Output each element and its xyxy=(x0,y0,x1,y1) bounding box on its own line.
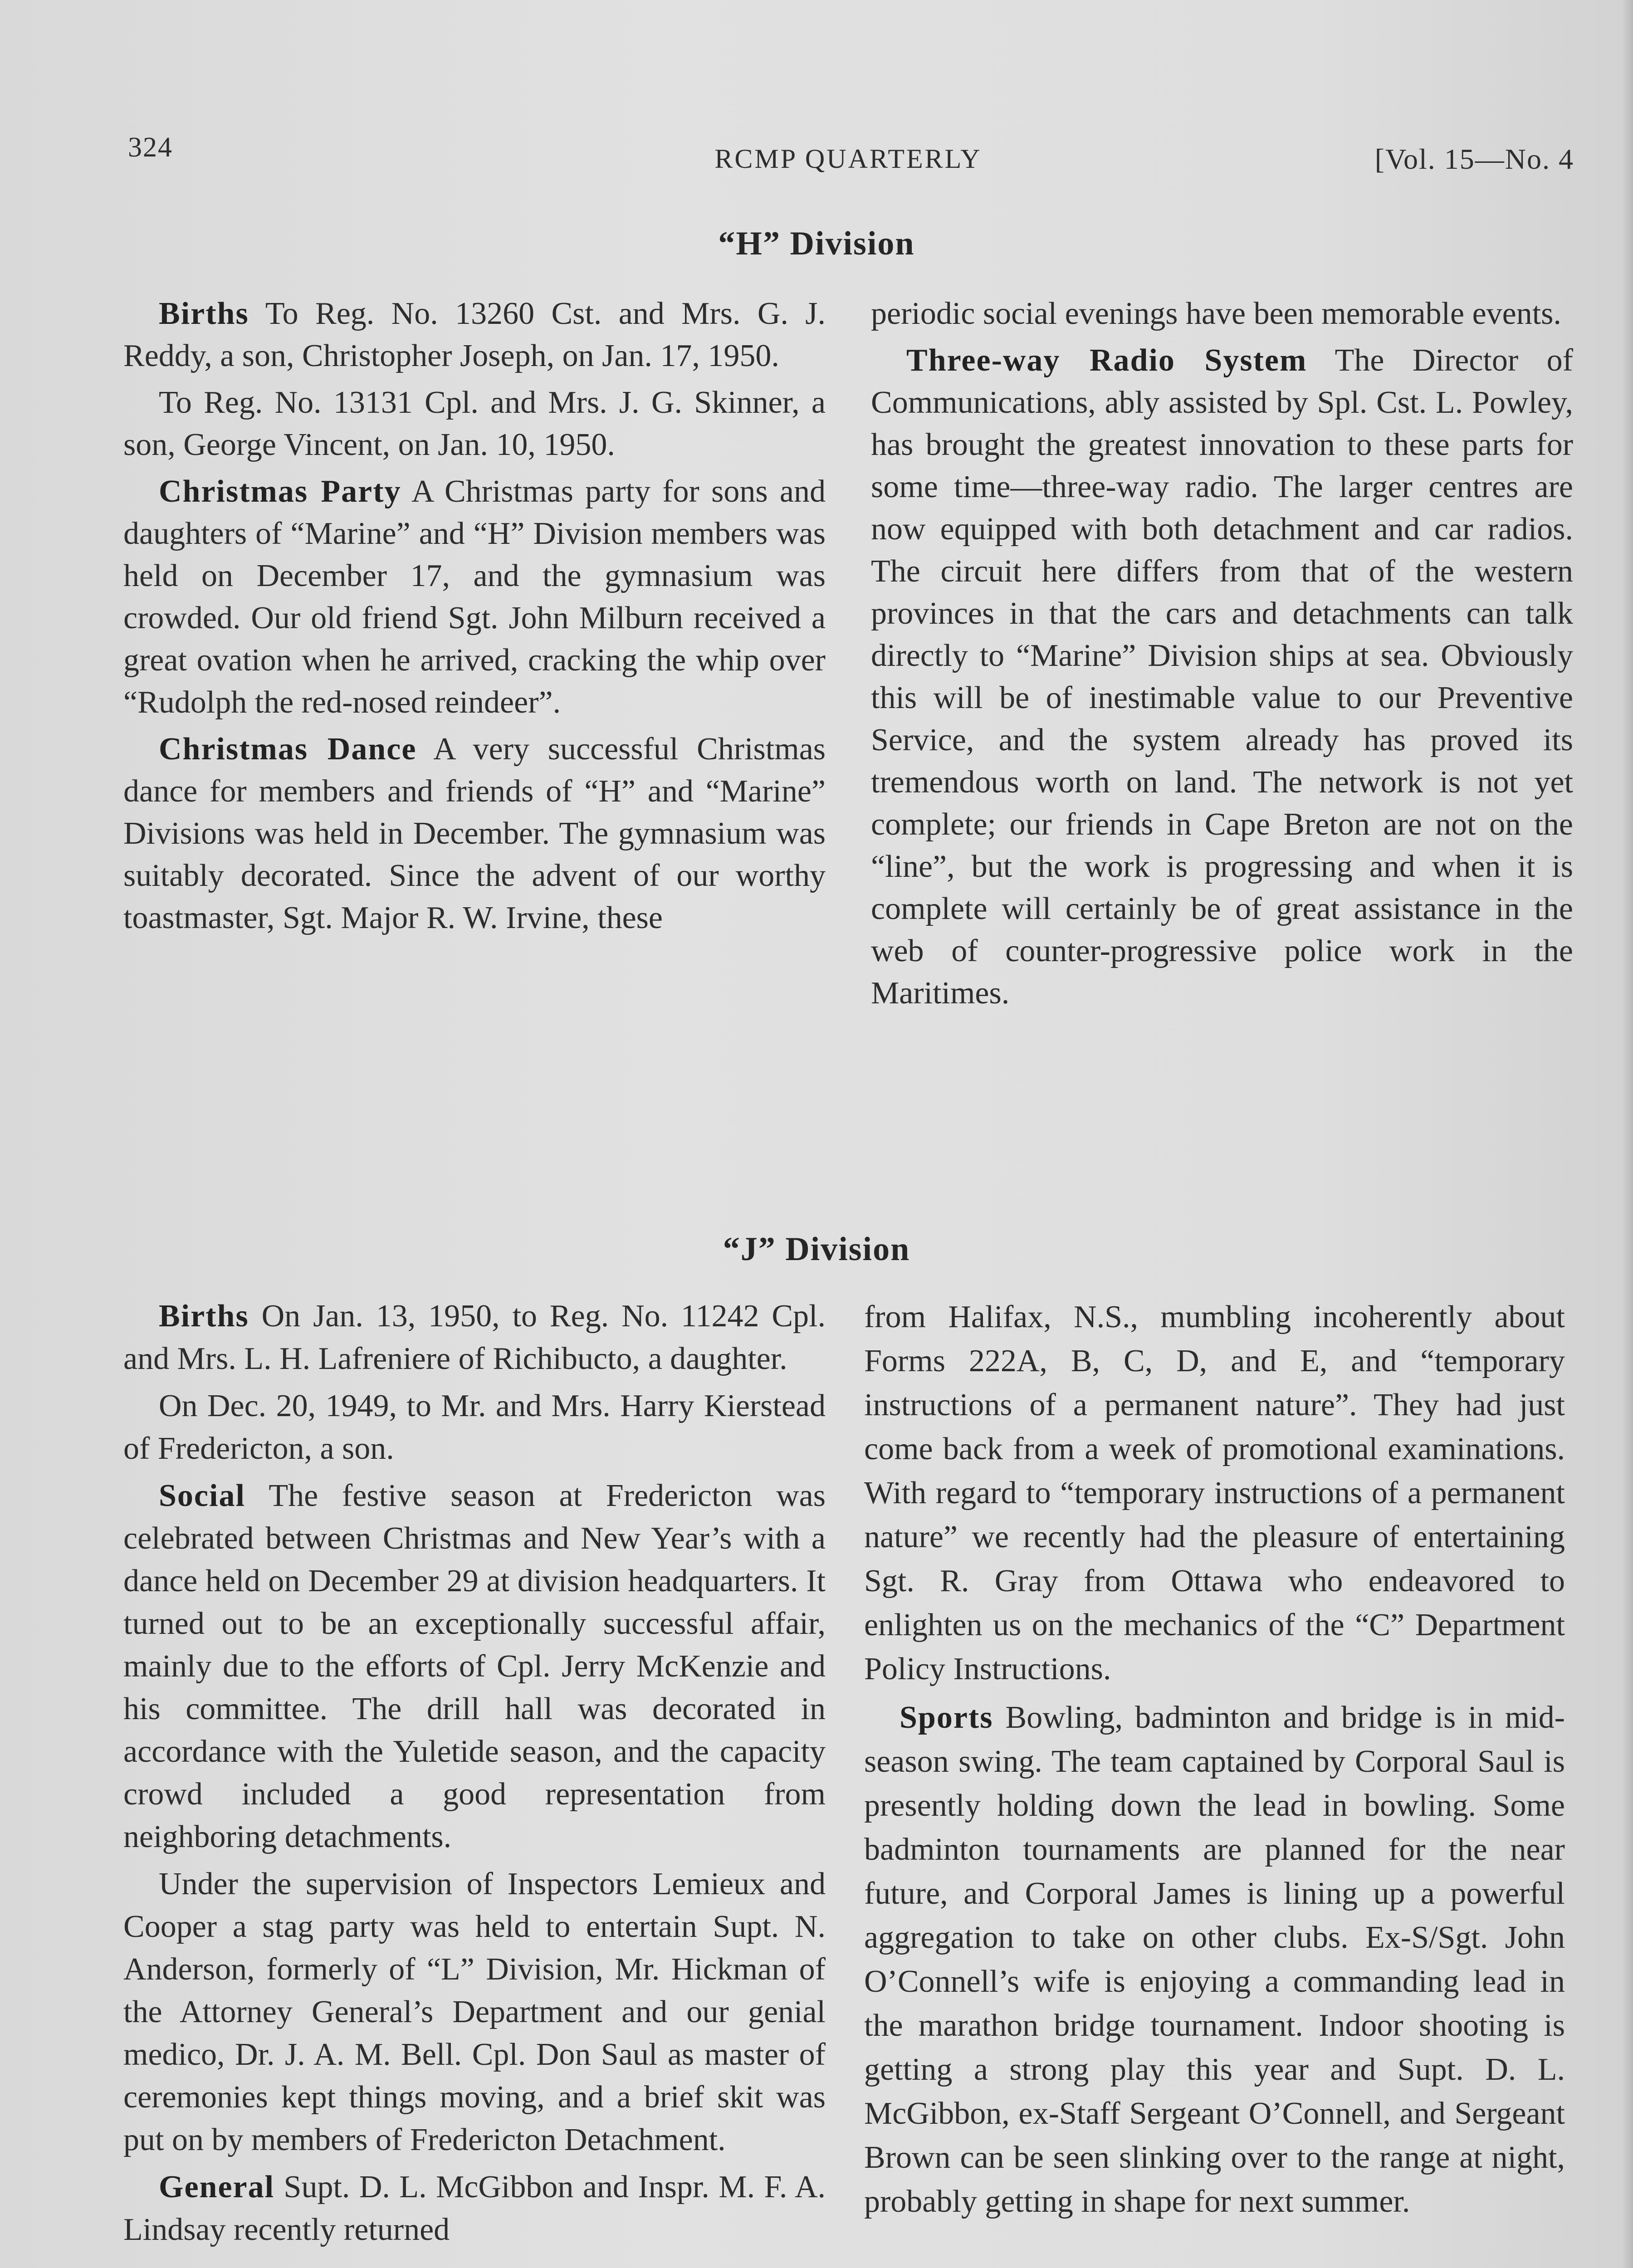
paragraph-text: The festive season at Fredericton was celebrated between Christmas and New Year’s with a dance held on December 29 at division headquarters. It turned out to be an exceptionally successful affair, mainly due to the efforts of Cpl. Jerry McKenzie and his committee. The drill hall was decorated in accordance with the Yuletide season, and the capacity crowd included a good representation from neighboring detachments. xyxy=(123,1478,826,1854)
page-edge xyxy=(1623,0,1633,2268)
h-division-left-column xyxy=(123,293,826,943)
j-social-paragraph xyxy=(123,1475,826,1858)
paragraph-text: On Jan. 13, 1950, to Reg. No. 11242 Cpl. and Mrs. L. H. Lafreniere of Richibucto, a daughter. xyxy=(123,1299,826,1376)
paragraph-text: To Reg. No. 13260 Cst. and Mrs. G. J. Reddy, a son, Christopher Joseph, on Jan. 17, 1950. xyxy=(123,296,826,373)
journal-title: RCMP QUARTERLY xyxy=(714,144,982,174)
j-continued-paragraph xyxy=(864,1295,1565,1691)
h-division-heading: “H” Division xyxy=(718,225,915,262)
h-division-right-column xyxy=(871,293,1573,1019)
j-general-paragraph xyxy=(123,2166,826,2251)
paragraph-text: periodic social evenings have been memorable events. xyxy=(871,296,1561,331)
j-division-heading: “J” Division xyxy=(723,1231,910,1268)
j-sports-paragraph xyxy=(864,1696,1565,2224)
paragraph-text: Bowling, badminton and bridge is in mid-season swing. The team captained by Corporal Saul is presently holding down the lead in bowling. Some badminton tournaments are planned for the near future, and Corporal James is lining up a powerful aggregation to take on other clubs. Ex-S/Sgt. John O’Connell’s wife is enjoying a commanding lead in the marathon bridge tournament. Indoor shooting is getting a strong play this year and Supt. D. L. McGibbon, ex-Staff Sergeant O’Connell, and Sergeant Brown can be seen slinking over to the range at night, probably getting in shape for next summer. xyxy=(864,1700,1565,2219)
h-radio-system-paragraph xyxy=(871,339,1573,1014)
paragraph-lead: Births xyxy=(159,1299,249,1334)
h-continued-paragraph xyxy=(871,293,1573,335)
paragraph-lead: Christmas Dance xyxy=(159,732,417,767)
paragraph-text: To Reg. No. 13131 Cpl. and Mrs. J. G. Skinner, a son, George Vincent, on Jan. 10, 1950. xyxy=(123,385,826,462)
paragraph-text: A Christmas party for sons and daughters of “Marine” and “H” Division members was held on December 17, and the gymnasium was crowded. Our old friend Sgt. John Milburn received a great ovation when he arrived, cracking the whip over “Rudolph the red-nosed reindeer”. xyxy=(123,474,826,720)
paragraph-lead: Christmas Party xyxy=(159,474,401,509)
paragraph-text: Under the supervision of Inspectors Lemieux and Cooper a stag party was held to entertain Supt. N. Anderson, formerly of “L” Division, Mr. Hickman of the Attorney General’s Department and our genial medico, Dr. J. A. M. Bell. Cpl. Don Saul as master of ceremonies kept things moving, and a brief skit was put on by members of Fredericton Detachment. xyxy=(123,1867,826,2157)
j-births-paragraph-2 xyxy=(123,1385,826,1470)
paragraph-lead: General xyxy=(159,2170,275,2204)
paragraph-lead: Sports xyxy=(900,1700,993,1735)
paragraph-text: The Director of Communications, ably assisted by Spl. Cst. L. Powley, has brought the greatest innovation to these parts for some time—three-way radio. The larger centres are now equipped with both detachment and car radios. The circuit here differs from that of the western provinces in that the cars and detachments can talk directly to “Marine” Division ships at sea. Obviously this will be of inestimable value to our Preventive Service, and the system already has proved its tremendous worth on land. The network is not yet complete; our friends in Cape Breton are not on the “line”, but the work is progressing and when it is complete will certainly be of great assistance in the web of counter-progressive police work in the Maritimes. xyxy=(871,343,1573,1011)
j-stag-party-paragraph xyxy=(123,1863,826,2161)
h-christmas-dance-paragraph xyxy=(123,728,826,939)
h-births-paragraph-2 xyxy=(123,381,826,466)
paragraph-lead: Births xyxy=(159,296,249,331)
paragraph-lead: Three-way Radio System xyxy=(906,343,1307,378)
j-division-right-column xyxy=(864,1295,1565,2228)
paragraph-text: from Halifax, N.S., mumbling incoherently about Forms 222A, B, C, D, and E, and “temporary instructions of a permanent nature”. They had just come back from a week of promotional examinations. With regard to “temporary instructions of a permanent nature” we recently had the pleasure of entertaining Sgt. R. Gray from Ottawa who endeavored to enlighten us on the mechanics of the “C” Department Policy Instructions. xyxy=(864,1300,1565,1686)
paragraph-text: On Dec. 20, 1949, to Mr. and Mrs. Harry Kierstead of Fredericton, a son. xyxy=(123,1388,826,1466)
paragraph-lead: Social xyxy=(159,1478,245,1513)
volume-number: [Vol. 15—No. 4 xyxy=(1374,143,1574,175)
j-division-left-column xyxy=(123,1295,826,2256)
j-births-paragraph xyxy=(123,1295,826,1380)
running-header xyxy=(122,132,1574,186)
h-births-paragraph xyxy=(123,293,826,377)
paragraph-text: Supt. D. L. McGibbon and Inspr. M. F. A. Lindsay recently returned xyxy=(123,2170,826,2247)
paragraph-text: A very successful Christmas dance for members and friends of “H” and “Marine” Divisions was held in December. The gymnasium was suitably decorated. Since the advent of our worthy toastmaster, Sgt. Major R. W. Irvine, these xyxy=(123,732,826,935)
page-number: 324 xyxy=(128,132,173,163)
h-christmas-party-paragraph xyxy=(123,470,826,723)
